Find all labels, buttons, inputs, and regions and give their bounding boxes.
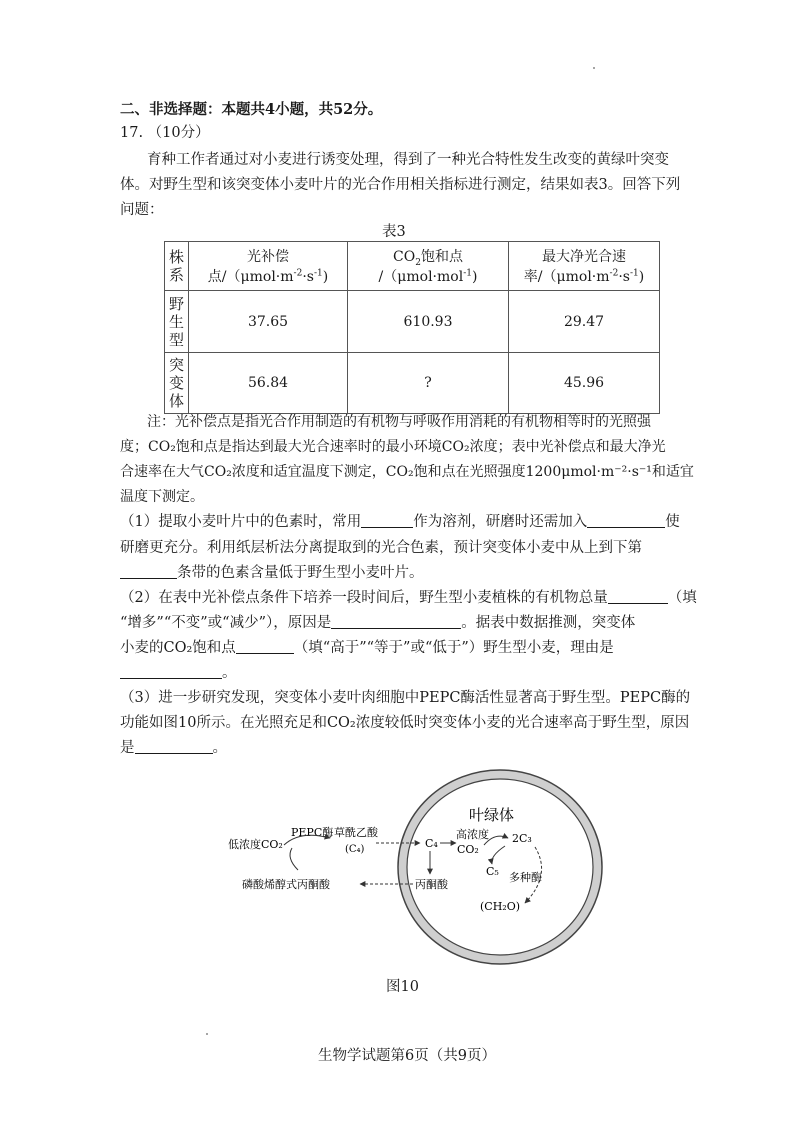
cell-light-compensation: 37.65: [189, 291, 348, 353]
note-line-1: 注：光补偿点是指光合作用制造的有机物与呼吸作用消耗的有机物相等时的光照强: [147, 414, 651, 430]
note-line-3: 合速率在大气CO₂浓度和适宜温度下测定，CO₂饱和点在光照强度1200μmol·m⁻²·s⁻¹和适宜: [120, 464, 694, 480]
cell-light-compensation: 56.84: [189, 353, 348, 414]
header-light-compensation-unit: 点$/(\mu mol\cdot m^{-2}\cdot s^{-1})$: [207, 268, 329, 285]
label-enzymes: 多种酶: [509, 871, 542, 884]
q2-line-1: （2）在表中光补偿点条件下培养一段时间后，野生型小麦植株的有机物总量 （填: [120, 590, 697, 606]
row-label-char: 变: [168, 374, 184, 392]
question-number-text: 17.: [120, 125, 144, 141]
q2-line-4: 。: [120, 663, 237, 683]
header-max-net-rate-unit: 率$/(\mu mol\cdot m^{-2}\cdot s^{-1})$: [523, 268, 645, 285]
label-c5: C₅: [486, 865, 499, 878]
cell-max-net-rate: 29.47: [509, 291, 660, 353]
label-pyruvate: 丙酮酸: [415, 878, 448, 891]
label-chloroplast: 叶绿体: [469, 806, 515, 824]
q1-line-1: （1）提取小麦叶片中的色素时，常用 作为溶剂，研磨时还需加入 使: [120, 514, 680, 530]
row-label-char: 野: [168, 294, 184, 313]
q1-line-3: 条带的色素含量低于野生型小麦叶片。: [120, 563, 424, 583]
label-c4: C₄: [425, 837, 438, 850]
label-2c3: 2C₃: [512, 832, 532, 845]
header-strain-char: 系: [168, 266, 184, 284]
cell-co2-saturation: ?: [348, 353, 509, 414]
q2-line-3: 小麦的CO₂饱和点 （填“高于”“等于”或“低于”）野生型小麦，理由是: [120, 640, 614, 656]
cell-max-net-rate: 45.96: [509, 353, 660, 414]
row-label-char: 体: [168, 392, 184, 410]
note-line-2: 度；CO₂饱和点是指达到最大光合速率时的最小环境CO₂浓度；表中光补偿点和最大净光: [120, 439, 666, 455]
row-label-char: 型: [168, 330, 184, 349]
label-co2: CO₂: [457, 843, 479, 856]
label-ch2o: (CH₂O): [480, 900, 521, 913]
intro-line-1: 育种工作者通过对小麦进行诱变处理，得到了一种光合特性发生改变的黄绿叶突变: [147, 152, 669, 168]
label-low-co2: 低浓度CO₂: [228, 838, 283, 851]
q2-line-2: “增多”“不变”或“减少”），原因是 。据表中数据推测，突变体: [120, 615, 636, 631]
table-caption: 表3: [382, 224, 406, 240]
cell-co2-saturation: 610.93: [348, 291, 509, 353]
note-line-4: 温度下测定。: [120, 489, 204, 505]
header-light-compensation-title: 光补偿: [247, 249, 289, 265]
section-header: 二、非选择题：本题共4小题，共52分。: [120, 101, 383, 118]
page-footer: 生物学试题第6页（共9页）: [318, 1048, 496, 1064]
question-score: （10分）: [147, 125, 210, 141]
label-high-concentration: 高浓度: [456, 828, 489, 841]
label-c4-paren: (C₄): [345, 844, 365, 855]
figure-caption: 图10: [386, 979, 419, 995]
q3-line-3: 是 。: [120, 740, 227, 756]
q3-line-1: （3）进一步研究发现，突变体小麦叶肉细胞中PEPC酶活性显著高于野生型。PEPC酶的: [120, 690, 691, 706]
header-co2-saturation-title: $CO_2$饱和点: [393, 249, 463, 268]
q1-line-2: 研磨更充分。利用纸层析法分离提取到的光合色素，预计突变体小麦中从上到下第: [120, 540, 642, 556]
row-label-char: 生: [168, 312, 184, 331]
header-co2-saturation-unit: /（μmol·mol$^{-1}$): [378, 268, 478, 285]
q3-line-2: 功能如图10所示。在光照充足和CO₂浓度较低时突变体小麦的光合速率高于野生型，原因: [120, 715, 690, 731]
label-oxaloacetate: 草酰乙酸: [334, 826, 378, 839]
intro-line-2: 体。对野生型和该突变体小麦叶片的光合作用相关指标进行测定，结果如表3。回答下列: [120, 177, 681, 193]
label-pepc-enzyme: PEPC酶: [291, 826, 334, 839]
row-label-char: 突: [168, 356, 184, 374]
header-strain-char: 株: [168, 248, 184, 266]
arrow-pep-cycle: [290, 848, 298, 870]
label-pep: 磷酸烯醇式丙酮酸: [242, 878, 330, 891]
intro-line-3: 问题：: [120, 202, 164, 218]
header-max-net-rate-title: 最大净光合速: [542, 249, 626, 265]
